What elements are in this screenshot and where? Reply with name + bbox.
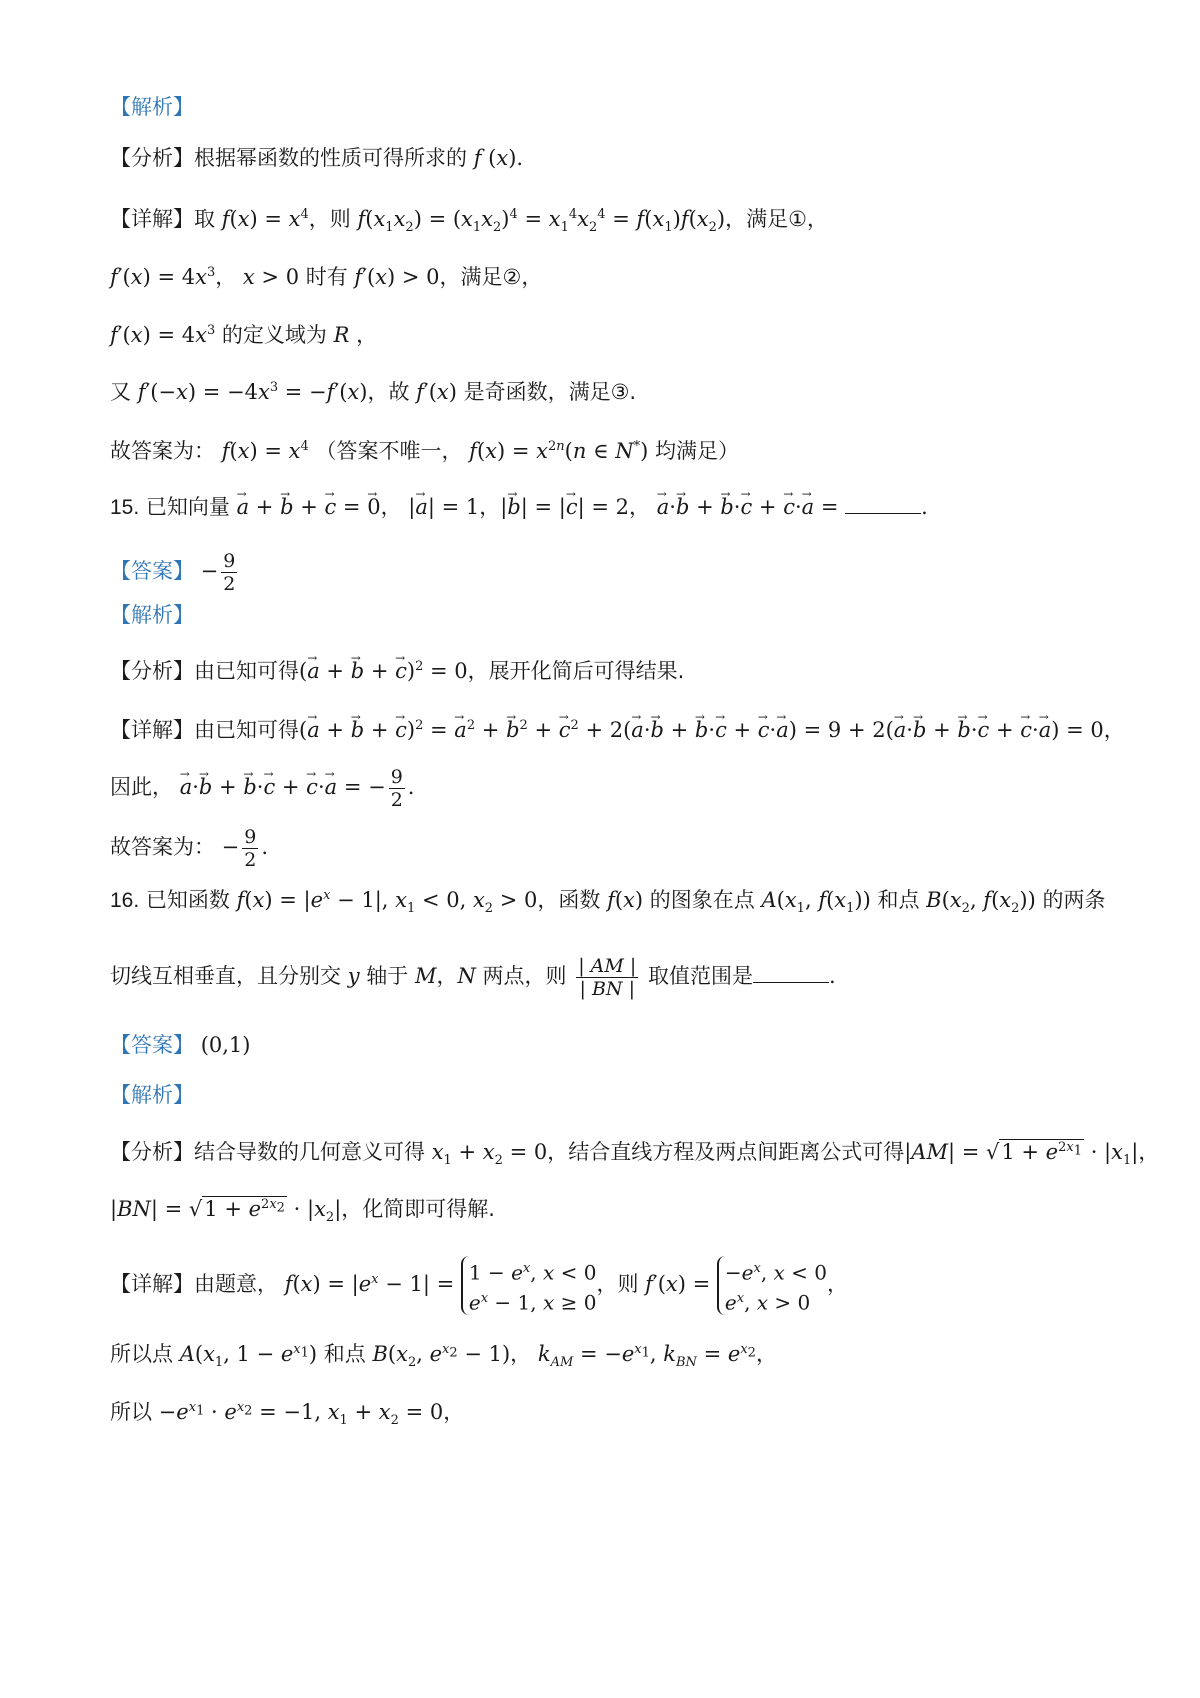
question-15: 15. 已知向量 → a + → b + → c = → 0， |→ a| = 1，|→ b| = |→ c| = 2， → a·→ b + → b·→ c + → c·→ a = . <box>110 492 1110 523</box>
last-line-16: 所以 $-e^{x_1} \cdot e^{x_2} = -1$, $x_1 + x_2 = 0$， <box>110 1400 465 1429</box>
answer-line-14: 故答案为： $f(x) = x^4$ （答案不唯一， $f(x) = x^{2n}(n$ ∈ N*) 均满足） <box>110 439 740 463</box>
question-16-line-2: 切线互相垂直，且分别交 y 轴于 M，N 两点，则 $\frac{| AM |}{| BN |}$ 取值范围是 . <box>110 955 836 1000</box>
question-number: 15. <box>110 496 140 519</box>
fenxi-16-line-1: 【分析】结合导数的几何意义可得 $x_1 + x_2 = 0$，结合直线方程及两点间距离公式可得$|AM| = √1 + e^{2x_1} \cdot |x_1|$， <box>110 1140 1160 1169</box>
xiangjie-16: 【详解】由题意， $f(x) = |e^x - 1| = 1 - e^x$, x < 0 $e^x - 1$, x ≥ 0，则 $f'(x) = -e^x$, x < 0 $e^x$, x > 0， <box>110 1256 1110 1315</box>
piecewise-f: $1 - e^x$, x < 0 $e^x - 1$, x ≥ 0 <box>461 1256 597 1315</box>
fenxi-text: 根据幂函数的性质可得所求的 <box>194 146 467 170</box>
question-16-line-1: 16. 已知函数 $f(x) = |e^x - 1|$, $x_1 < 0$, $x_2 > 0$，函数 f(x) 的图象在点 $A(x_1$, $f(x_1)$) 和点 $B(x_2$, $f(x_2)$) 的两条 <box>110 888 1106 917</box>
fraction-9-2: $\frac{9}{2}$ <box>223 550 236 595</box>
fenxi-math: f <box>473 146 482 170</box>
fenxi-label: 【分析】 <box>110 146 194 170</box>
piecewise-f-prime: $-e^x$, x < 0 $e^x$, x > 0 <box>717 1256 827 1315</box>
answer-blank <box>753 964 829 983</box>
xiangjie-line-14: 【详解】取 $f(x) = x^4$，则 $f(x_1x_2) = (x_1x_2)^4 = x_1^4x_2^4 = f(x_1)f(x_2)$，满足①， <box>110 207 828 236</box>
answer-blank <box>845 495 921 514</box>
answer-15: 【答案】 − $\frac{9}{2}$ <box>110 550 236 595</box>
jiexi-label-14: 【解析】 <box>110 95 194 119</box>
jiexi-label-15: 【解析】 <box>110 603 194 627</box>
derivative-line: $f'(x) = 4x^3$， x > 0 时有 f′(x) > 0，满足②， <box>110 265 543 289</box>
fraction-am-bn: $\frac{| AM |}{| BN |}$ <box>578 955 637 1000</box>
fenxi-16-line-2: $|BN| = √1 + e^{2x_2} \cdot |x_2|$，化简即可得解. <box>110 1197 495 1226</box>
answer-16: 【答案】 (0,1) <box>110 1033 251 1057</box>
fenxi-15: 【分析】由已知可得(→ a + → b + → c)$^2$ = 0，展开化简后可得结果. <box>110 652 1110 686</box>
answer-value: (0,1) <box>200 1033 251 1057</box>
therefore-15: 因此， → a·→ b + → b·→ c + → c·→ a = − $\frac{9}{2}$ . <box>110 766 1110 811</box>
domain-line: $f'(x) = 4x^3$ 的定义域为 R ， <box>110 323 378 347</box>
points-line-16: 所以点 $A(x_1$, $1 - e^{x_1}$) 和点 $B(x_2$, $e^{x_2} - 1$)， $k_{AM} = -e^{x_1}$, $k_{BN} = e^{x_2}$， <box>110 1342 777 1371</box>
odd-line: 又 $f'(-x) = -4x^3 = -f'(x)$，故 f′(x) 是奇函数，满足③. <box>110 380 637 404</box>
jiexi-label-16: 【解析】 <box>110 1083 194 1107</box>
fenxi-line-14: 【分析】根据幂函数的性质可得所求的 f (x). <box>110 146 524 170</box>
question-number: 16. <box>110 889 140 912</box>
final-15: 故答案为： − $\frac{9}{2}$ . <box>110 826 269 871</box>
xiangjie-15: 【详解】由已知可得(→ a + → b + → c)$^2$ = → $a^2$ + → $b^2$ + → $c^2 + 2(\to a\cdot\to b$ + → b·→ c + → c·→ a) = 9 + 2(→ a·→ b + → b·→ c + → c·→ a) = 0， <box>110 711 1110 745</box>
